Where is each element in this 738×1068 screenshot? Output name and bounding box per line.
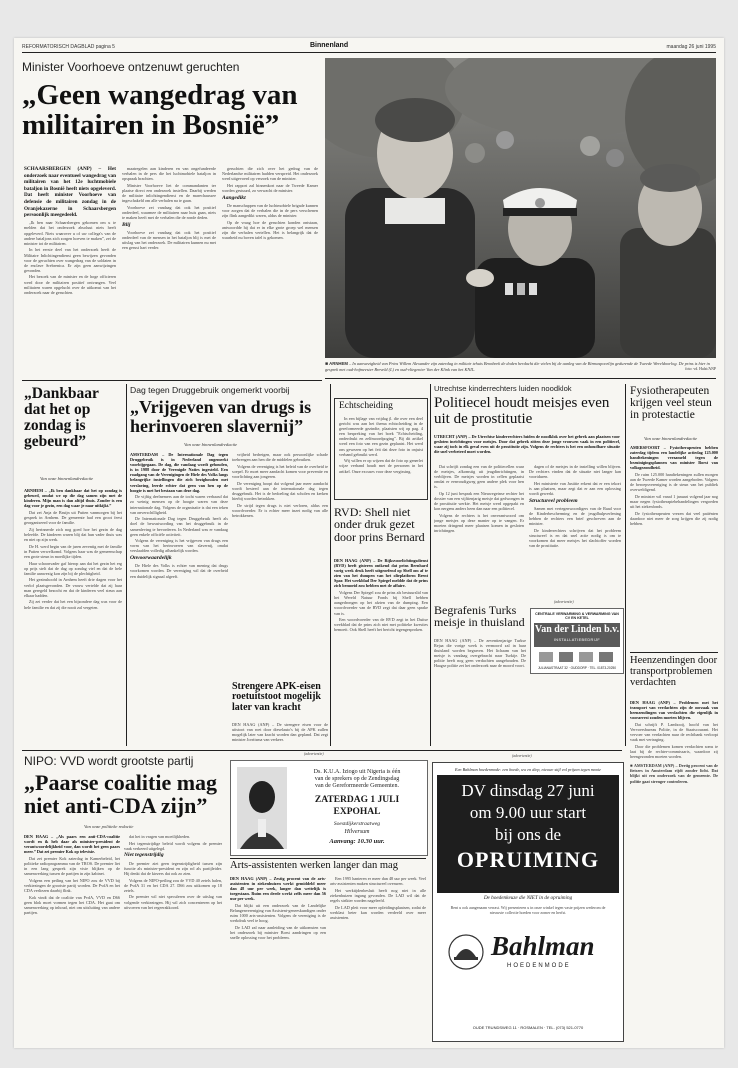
ad-slogan: De hoedenkeuze die NIET in de opruiming bbox=[483, 895, 573, 901]
rvd-body bbox=[334, 558, 428, 748]
arts-col-2 bbox=[330, 876, 426, 1040]
paragraph: In een bijlage van vrijdag jl. die over een deel gericht was aan het thema echtscheiding in de gereformeerde gezindte, plaatsten wij op pag. 4 een bespreking van het boek "Echtscheiding, onderdrukt en zelfmoordpoging". Bij dit artikel werd een foto van een gezin geplaatst. Het werd ons gewezen op het feit dat deze foto in onjuist verband gebruikt werd. bbox=[339, 416, 423, 457]
heenzending-headline: Heenzendingen door transportproblemen verdachten bbox=[630, 655, 718, 688]
ad-small-print: Bent u ook aangenaam verrast. Wij presenteren u in onze winkel tegen vaste prijzen wederom de nieuwste collectie hoeden voor zomer en herfst. bbox=[450, 905, 606, 915]
ad-company-name: Van der Linden b.v. bbox=[534, 624, 620, 635]
drugs-headline: „Vrijgeven van drugs is herinvoeren slavernij” bbox=[130, 397, 312, 436]
boiler-icon bbox=[537, 650, 617, 664]
arts-lead: DEN HAAG (ANP) – Zestig procent van de arts-assistenten in ziekenhuizen werkt gemiddeld meer dan 48 uur per week, langer dan wettelijk is toegestaan. Ruim een derde werkt zelfs meer dan 56 uur per week. bbox=[230, 876, 326, 902]
zendingsdag-ad bbox=[230, 760, 428, 856]
nipo-col-2 bbox=[124, 834, 222, 1040]
column-rule bbox=[126, 384, 127, 746]
paragraph: Op de vraag hoe de geruchten konden ontstaan, antwoordde hij dat er in elke grote groep wel mensen zijn die verhalen vertellen. Het is belangrijk dat de waarheid nu boven tafel is gekomen. bbox=[222, 219, 318, 240]
newspaper-page bbox=[14, 38, 724, 1048]
paragraph: Het tegenstrijdige beleid wordt volgens de premier vaak verkeerd uitgelegd. bbox=[124, 840, 222, 851]
zondag-headline: „Dankbaar dat het op zondag is gebeurd” bbox=[24, 385, 99, 451]
paragraph: Dat zei Anja de Bruijn uit Putten vanmorgen bij het gesprek in Arnhem. De gemeente had een groot feest georganiseerd voor de familie. bbox=[24, 509, 122, 526]
paragraph: dagen of de meisjes in de instelling willen blijven. De rechters vinden dat de situatie niet langer kan voortduren. bbox=[529, 464, 621, 480]
paragraph: Volgens de NIPO-peiling zou de VVD 40 zetels halen, de PvdA 31 en het CDA 27. D66 zou uitkomen op 18 zetels. bbox=[124, 877, 222, 893]
drugs-subhead: Onvoorwaardelijk bbox=[130, 555, 172, 562]
column-rule bbox=[330, 384, 331, 746]
paragraph: Het werktijdenbesluit heeft nog niet in alle ziekenhuizen ingang gevonden. De LAD wil dat de regels strikter worden nageleefd. bbox=[330, 887, 426, 903]
paragraph: De minister wil vanaf 1 januari volgend jaar nog maar negen fysiotherapiebehandelingen vergoeden uit het ziekenfonds. bbox=[630, 494, 718, 510]
paragraph: Voorhoeve zei vandaag dat ook het positief onderdeel van de mensen in het bataljon blij is met de uitslag van het onderzoek. De militairen kunnen nu met een gerust hart verder. bbox=[122, 229, 216, 251]
paragraph: dat het in vragen van moeilijkheden. bbox=[129, 834, 191, 839]
heenzending-lead: DEN HAAG (ANP) – Problemen met het transport van verdachten zijn de oorzaak van heenzendingen van verdachten die eigenlijk in voorarrest zouden moeten blijven. bbox=[630, 700, 718, 721]
paragraph: Dat schrijft zondag een van de politiecellen waar de meisjes, afkomstig uit jeugdinrichtingen, in verblijven. De meisjes worden in cellen geplaatst omdat er eenvoudigweg geen andere plek voor hen is. bbox=[434, 464, 524, 490]
zondag-body bbox=[24, 488, 122, 748]
paragraph: Samen met vertegenwoordigers van de Raad voor de Kinderbescherming en de jeugdhulpverlening hebben de rechters een brief geschreven aan de minister. bbox=[529, 505, 621, 527]
politie-lead: UTRECHT (ANP) – De Utrechtse kinderrechters luiden de noodklok over het gebrek aan plaatsen voor gesloten inrichtingen voor meisjes. Door dat gebrek zitten deze jonge vrouwen vaak in een politiecel, waar zij toch in elk geval even uit de prostitutie zijn. Volgens de rechters is het een onhoudbare situatie die snel verbeterd moet worden. bbox=[434, 434, 620, 455]
column-rule bbox=[625, 384, 626, 746]
paragraph: De premier wil niet speculeren over de uitslag van volgende verkiezingen. Hij wil zich concentreren op het uitvoeren van het regeerakkoord. bbox=[124, 894, 222, 910]
square-bullet-icon: ■ bbox=[630, 763, 634, 769]
fysio-byline: Van onze binnenlandredactie bbox=[644, 436, 698, 441]
paragraph: Door die problemen komen verdachten soms te laat bij de rechter-commissaris, waardoor zij heengezonden moeten worden. bbox=[630, 743, 718, 760]
paragraph: geruchten die zich over het gedrag van de Nederlandse militairen hadden verspreid. Het onderzoek werd uitgevoerd op verzoek van de minister. bbox=[222, 166, 318, 182]
main-lead: SCHAARSBERGEN (ANP) – Het onderzoek naar eventueel wangedrag van militairen van het 12e luchtmobiele bataljon in Bosnië heeft niets opgeleverd. Dat heeft minister Voorhoeve van defensie de militairen zondag in de Oranjekazerne in Schaarsbergen persoonlijk meegedeeld. bbox=[24, 166, 116, 219]
paragraph: Volgens de vereniging is het beleid van de overheid te soepel. Er moet meer aandacht komen voor preventie en voorlichting aan jongeren. bbox=[232, 463, 328, 479]
square-bullet-icon: ■ bbox=[325, 362, 329, 367]
ad-footer: JULIANASTRAAT 32 · OUDDORP · TEL. 01873-20250 bbox=[537, 666, 617, 670]
politie-subhead: Structureel probleem bbox=[529, 497, 578, 504]
paragraph: De ruim 125.000 handtekeningen zullen morgen aan de Tweede Kamer worden aangeboden. Volgens de beroepsvereniging is de steun van het publiek overweldigend. bbox=[630, 472, 718, 493]
ad-address: OUDE TRUNDSWEG 11 · ROSMALEN · TEL. (073) 521-0770 bbox=[472, 1025, 584, 1030]
ad-company-sub: INSTALLATIEBEDRIJF bbox=[553, 638, 601, 642]
paragraph: In het eerste deel van het onderzoek heeft de Militaire Inlichtingendienst geen bewijzen gevonden voor de geruchten over wangedrag van de soldaten in de enclave Srebrenica. Er zijn geen aanwijzingen gevonden. bbox=[24, 247, 116, 273]
paragraph: Volgens Der Spiegel zou de prins als bestuurslid van het Wereld Natuur Fonds bij Shell hebben aangedrongen op het afzien van de dumping. Een woordvoerder van de RVD zegt dat daar geen sprake van is. bbox=[334, 590, 428, 616]
masthead-rule bbox=[22, 52, 716, 53]
nipo-headline: „Paarse coalitie mag niet anti-CDA zijn” bbox=[24, 770, 218, 818]
paragraph: Haar schoonvader gaf hierop aan dat het gezin het erg op prijs stelt dat de dag op zondag viel en dat de hele familie aanwezig kon zijn bij de plechtigheid. bbox=[24, 560, 122, 576]
politie-lead-box bbox=[434, 434, 620, 462]
paragraph: DEN HAAG (ANP) – De zeventienjarige Turkse Rejaa die vorige week is vermoord zal in haar thuisland worden begraven. Het lichaam van het meisje is vandaag overgebracht naar Turkije. De politie heeft nog geen verdachten aangehouden. De Haagse politie zet het onderzoek naar de moord voort. bbox=[434, 638, 526, 669]
rvd-lead: DEN HAAG (ANP) – De Rijksvoorlichtingsdienst (RVD) heeft gisteren ontkend dat prins Bernhard vorig week druk heeft uitgeoefend op Shell om af te zien van het dumpen van het olieplatform Brent Spar. Het weekblad Der Spiegel meldde dat de prins zich bemoeid zou hebben met de affaire. bbox=[334, 558, 428, 589]
ad-brand-sub: HOEDENMODE bbox=[507, 963, 571, 969]
paragraph: De LAD pleit voor meer opleidingsplaatsen, zodat de werklast beter kan worden verdeeld over meer assistenten. bbox=[330, 904, 426, 920]
ad-date: ZATERDAG 1 JULI bbox=[314, 795, 400, 805]
bahlman-ad bbox=[432, 762, 624, 1042]
paragraph: Kok vindt dat de coalitie van PvdA, VVD en D66 geen blok moet vormen tegen het CDA. Het gaat om samenwerking op inhoud, niet om uitsluiting van andere partijen. bbox=[24, 894, 120, 916]
ad-line: van de Gereformeerde Gemeenten. bbox=[315, 783, 399, 789]
paragraph: vrijheid bedreigen, maar ook persoonlijke schade toebrengen aan hen die de middelen gebruiken. bbox=[232, 452, 328, 463]
vanderlinden-banner bbox=[534, 623, 620, 647]
arts-headline: Arts-assistenten werken langer dan mag bbox=[230, 860, 398, 871]
paragraph: Zij herinnerde zich nog goed hoe het gezin de dag beleefde. De kinderen waren blij dat hun vader thuis was en niet op zijn werk. bbox=[24, 526, 122, 543]
masthead-right: maandag 26 juni 1995 bbox=[666, 44, 716, 50]
paragraph: Het bezoek van de minister en de hoge officieren werd door de militairen positief ontvangen. Veel militairen waren opgelucht over de uitkomst van het onderzoek naar de geruchten. bbox=[24, 274, 116, 295]
zondag-byline: Van onze binnenlandredactie bbox=[40, 476, 94, 481]
begrafenis-headline: Begrafenis Turks meisje in thuisland bbox=[434, 603, 525, 630]
main-col-2 bbox=[122, 166, 216, 381]
section-rule bbox=[22, 750, 622, 751]
ad-text: bij ons de bbox=[494, 825, 562, 844]
ad-label: (advertentie) bbox=[304, 752, 324, 756]
main-col-1 bbox=[24, 166, 116, 381]
paragraph: De LAD zal naar aanleiding van de uitkomsten van het onderzoek bij minister Borst aandringen op een snelle oplossing voor het probleem. bbox=[230, 925, 326, 941]
paragraph: „Ik ben naar Schaarsbergen gekomen om u te melden dat het onderzoek absoluut niets heeft opgeleverd. Niets waarover u of uw collega's van de andere bataljons zich zorgen hoeven te maken”, zei de minister tot de militairen. bbox=[24, 220, 116, 246]
ad-date: DV dinsdag 27 juni bbox=[461, 781, 595, 800]
paragraph: Zij zei verder dat het een bijzondere dag was voor de hele familie en dat zij die nooit zal vergeten. bbox=[24, 599, 122, 610]
ad-time: Aanvang: 10.30 uur. bbox=[329, 838, 385, 845]
heenzending-body bbox=[630, 700, 718, 1040]
paragraph: De Hiele des Volks is echter van mening dat drugs voorkomen worden. De vereniging wil dat de overheid een duidelijk signaal afgeeft. bbox=[130, 563, 228, 579]
main-subhead-blij: Blij bbox=[122, 221, 131, 228]
fysio-headline: Fysiotherapeuten krijgen veel steun in protestactie bbox=[630, 385, 712, 421]
paragraph: Voorhoeve zei vandaag dat ook het positief onderdeel, waarmee de militairen naar huis gaan, niets te maken heeft met de verhalen die de ronde deden. bbox=[122, 204, 216, 221]
correction-body bbox=[339, 416, 423, 496]
paragraph: De vereniging hoopt dat volgend jaar meer aandacht wordt besteed aan de internationale dag tegen druggebruik. Het is de bedoeling dat scholen en kerken hierbij worden betrokken. bbox=[232, 480, 328, 501]
apk-headline: Strengere APK-eisen roetuitstoot mogelijk later van kracht bbox=[232, 681, 321, 713]
arts-col-1 bbox=[230, 876, 326, 1040]
rvd-headline: RVD: Shell niet onder druk gezet door prins Bernard bbox=[334, 505, 425, 544]
photo-caption bbox=[325, 361, 716, 372]
paragraph: De fysiotherapeuten vrezen dat veel patiënten daardoor niet meer de zorg krijgen die zij nodig hebben. bbox=[630, 510, 718, 527]
apk-body bbox=[232, 722, 328, 748]
paragraph: maatregelen aan kinderen en van ongefundeerde verhalen in de pers die het luchtmobiele bataljon in opspraak brachten. bbox=[122, 166, 216, 182]
paragraph: Dat blijkt uit een onderzoek van de Landelijke Belangenvereniging van Assistent-geneeskundigen onder ruim 1000 arts-assistenten. Volgens de vereniging is de werkdruk veel te hoog. bbox=[230, 903, 326, 924]
nipo-subhead: Niet tegenstrijdig bbox=[124, 852, 164, 859]
nipo-lead: DEN HAAG – „Als paars een anti-CDA-coalitie wordt en ik heb daar als minister-president de verantwoordelijkheid voor, dan wordt het geen paars meer.” Dat zei premier Kok op televisie. bbox=[24, 834, 120, 855]
ad-time: om 9.00 uur start bbox=[469, 803, 587, 822]
paragraph: Een woordvoerder van de RVD zegt in het Duitse weekblad dat de prins zich niet met politieke kwesties bemoeit. Ook Shell heeft het bericht tegengesproken. bbox=[334, 617, 428, 633]
paragraph: Dat schrijft P. Lambooij, hoofd van het Vervoersbureau Politie, in de Staatscourant. Het vervoer van verdachten naar de rechtbank verloopt vaak met vertraging. bbox=[630, 721, 718, 743]
ad-opruiming: OPRUIMING bbox=[456, 847, 600, 872]
main-headline: „Geen wangedrag van militairen in Bosnië” bbox=[22, 79, 298, 142]
fysio-lead: AMERSFOORT – Fysiotherapeuten hebben zaterdag tijdens een landelijke actiedag 125.000 handtekeningen verzameld tegen de bezuinigingsplannen van minister Borst van volksgezondheid. bbox=[630, 445, 718, 471]
paragraph: Het rapport zal binnenkort naar de Tweede Kamer worden gestuurd, zo verwacht de minister. bbox=[222, 182, 318, 193]
column-rule bbox=[430, 384, 431, 746]
section-rule bbox=[22, 380, 322, 381]
nipo-byline: Van onze politieke redactie bbox=[84, 824, 134, 829]
begrafenis-body bbox=[434, 638, 526, 748]
ad-line: van de sprekers op de Zendingsdag bbox=[314, 776, 400, 782]
paragraph: De H. werd begin van de jaren zeventig met de familie in Putten verwelkomd. Volgens haar was de gemeenschap een grote steun in moeilijke tijden. bbox=[24, 543, 122, 559]
nipo-col-1 bbox=[24, 834, 120, 1040]
zondag-lead: ARNHEM – „Ik ben dankbaar dat het op zondag is gebeurd, omdat we op die dag samen zijn met de kinderen. Mijn man is dan altijd thuis. Zonder is een dag voor je gezin, een dag waar je naar uitkijkt.” bbox=[24, 488, 122, 509]
section-rule bbox=[230, 858, 426, 859]
ad-topline: CENTRALE VERWARMING & VERWARMING VAN CV EN KETEL bbox=[535, 612, 619, 621]
ad-city: Hilversum bbox=[344, 829, 370, 835]
caption-text: – In aanwezigheid van Prins Willem Alexander zijn zaterdag in militair tehuis Bronbeek de doden herdacht die vielen bij de aanleg van de Birmaspoorlijn gedurende de Tweede Wereldoorlog. De prins is hier in gesprek met oud-hofmeester Breveld (L) en oud-vliegenier Van der Klink van het KNIL. bbox=[325, 361, 710, 373]
paragraph: Volgens een peiling van het NIPO zou de VVD bij verkiezingen de grootste partij worden. De PvdA en het CDA verliezen daarbij flink. bbox=[24, 877, 120, 894]
section-rule bbox=[325, 378, 716, 379]
paragraph: Minister Voorhoeve liet de commandanten ter plaatse direct een onderzoek instellen. Daarbij werden de militaire inlichtingendienst en de marechaussee ingeschakeld om alle verhalen na te gaan. bbox=[122, 182, 216, 204]
paragraph: De manschappen van de luchtmobiele brigade kunnen voor zorgen dat de verhalen die in de pers verschenen zijn flink aangedikt waren, aldus de minister. bbox=[222, 202, 318, 219]
ad-venue: EXPOHAL bbox=[333, 807, 381, 817]
drugs-byline: Van onze binnenlandredactie bbox=[184, 442, 238, 447]
main-kicker: Minister Voorhoeve ontzenuwt geruchten bbox=[22, 60, 240, 74]
paragraph: Wij willen er op wijzen dat de foto op generlei wijze verband houdt met de personen in het artikel. Onze excuses voor deze vergissing. bbox=[339, 458, 423, 474]
politie-headline: Politiecel houdt meisjes even uit de prostitutie bbox=[434, 395, 610, 427]
paragraph: De strijd tegen drugs is niet verloren, aldus een woordvoerder. Er is echter meer inzet nodig van alle betrokkenen. bbox=[232, 502, 328, 518]
drugs-col-2 bbox=[232, 452, 328, 678]
bahlman-banner bbox=[437, 775, 619, 893]
photo-credit: foto: vd. Hulst/ANP bbox=[685, 367, 716, 372]
drugs-col-1 bbox=[130, 452, 228, 678]
vanderlinden-ad bbox=[530, 608, 624, 674]
paragraph: Volgens de vereniging is het vrijgeven van drugs een vorm van het herinvoeren van slavernij, omdat verslaafden volledig afhankelijk worden. bbox=[130, 538, 228, 554]
section-rule bbox=[630, 652, 718, 653]
ad-line: Ds. K.U.A. Iziogo uit Nigeria is één bbox=[313, 769, 401, 775]
paragraph: De premier ziet geen tegenstrijdigheid tussen zijn functie als minister-president en zijn rol als partijleider. Hij denkt dat de kiezers dat ook zo zien. bbox=[124, 860, 222, 876]
correction-box bbox=[334, 398, 428, 500]
politie-col-2 bbox=[529, 464, 621, 596]
ad-intro bbox=[293, 769, 421, 790]
paragraph: De kinderrechters schrijven dat het probleem structureel is en dat snel actie nodig is om te voorkomen dat meer meisjes het slachtoffer worden van de prostitutie. bbox=[529, 527, 621, 549]
drugs-lead: AMSTERDAM – De Internationale Dag tegen Druggebruik is in Nederland ongemerkt voorbijgegaan. De dag, die vandaag wordt gehouden, is in 1988 door de Verenigde Naties ingesteld. Een roadgang van de Verenigingen de Hiele des Volks langs belangrijke instellingen die zich bezighouden met verslaving, leerde echter dat geen van hen op de hoogte is met het bestaan van deze dag. bbox=[130, 452, 228, 493]
news-photo bbox=[325, 58, 716, 358]
bahlman-emblem-icon bbox=[447, 933, 485, 971]
paragraph: Het ministerie van Justitie erkent dat er een tekort is aan plaatsen, maar zegt dat er aan een oplossing wordt gewerkt. bbox=[529, 480, 621, 497]
ad-topline: Een Bahlman hoedenmode: een hoede, uw en diep, nieuwe stijl vol prijzen tegen mooie bbox=[455, 767, 601, 772]
paragraph: Op 12 juni besprak een Nieuwegeinse rechter het dossier van een vijftienjarig meisje dat gedwongen in de prostitutie werkte. Het meisje werd opgepakt en kon nergens anders heen dan naar een politiecel. bbox=[434, 491, 524, 512]
politie-kicker: Utrechtse kinderrechters luiden noodklok bbox=[434, 384, 572, 393]
ad-address: Soestdijkerstraatweg bbox=[333, 821, 381, 827]
amsterdam-brief: AMSTERDAM (ANP) – Dertig procent van de fietsers in Amsterdam rijdt zonder licht. Dat blijkt uit een onderzoek van de gemeente. De politie gaat strenger controleren. bbox=[630, 763, 718, 784]
caption-location: ARNHEM bbox=[329, 361, 348, 366]
politie-col-1 bbox=[434, 464, 524, 596]
paragraph: De Internationale Dag tegen Druggebruik heeft als doel de bewustwording van het druggebruik in de samenleving te bevorderen. In Nederland was er vandaag geen enkele officiële activiteit. bbox=[130, 516, 228, 537]
paragraph: De vijftig deelnemers aan de tocht waren verbaasd dat zo weinig mensen op de hoogte waren van deze internationale dag. Volgens de organisatie is dat een teken van onverschilligheid. bbox=[130, 494, 228, 515]
main-subhead-aangedikt: Aangedikt bbox=[222, 194, 246, 201]
paragraph: Het gezinshoofd in Arnhem heeft drie dagen voor het verlof plaatsgevonden. De vrouw vertelde dat zij haar man geregeld bezocht en dat de kinderen veel steun aan elkaar hadden. bbox=[24, 577, 122, 598]
speaker-portrait-image bbox=[237, 767, 287, 849]
ad-brand: Bahlman bbox=[491, 931, 595, 961]
section-title: Binnenland bbox=[310, 42, 349, 49]
masthead-left: REFORMATORISCH DAGBLAD pagina 5 bbox=[22, 44, 115, 50]
correction-title: Echtscheiding bbox=[339, 401, 393, 411]
nipo-kicker: NIPO: VVD wordt grootste partij bbox=[24, 754, 194, 768]
ad-label: (advertentie) bbox=[554, 600, 574, 604]
fysio-body bbox=[630, 445, 718, 645]
paragraph: Een 1995 hanteren er meer dan 48 uur per week. Veel arts-assistenten maken structureel overuren. bbox=[330, 876, 426, 887]
ceremony-photo-image bbox=[325, 58, 716, 358]
drugs-kicker: Dag tegen Druggebruik ongemerkt voorbij bbox=[130, 385, 290, 395]
ad-label: (advertentie) bbox=[512, 754, 532, 758]
paragraph: Dat zei premier Kok zaterdag in Kamerbeleid, het politieke radioprogramma van de TROS. De premier liet in een lang gesprek zijn visie blijken op de samenwerking tussen de partijen in zijn kabinet. bbox=[24, 855, 120, 877]
paragraph: DEN HAAG (ANP) – De strengere eisen voor de uitstoot van roet door dieselauto's bij de APK zullen mogelijk later van kracht worden dan gepland. Dat zegt minister Jorritsma van verkeer. bbox=[232, 722, 328, 743]
paragraph: Volgens de rechters is het onverantwoord om jonge meisjes op deze manier op te vangen. Er moeten dringend meer plaatsen komen in gesloten inrichtingen. bbox=[434, 513, 524, 534]
main-col-3 bbox=[222, 166, 318, 381]
